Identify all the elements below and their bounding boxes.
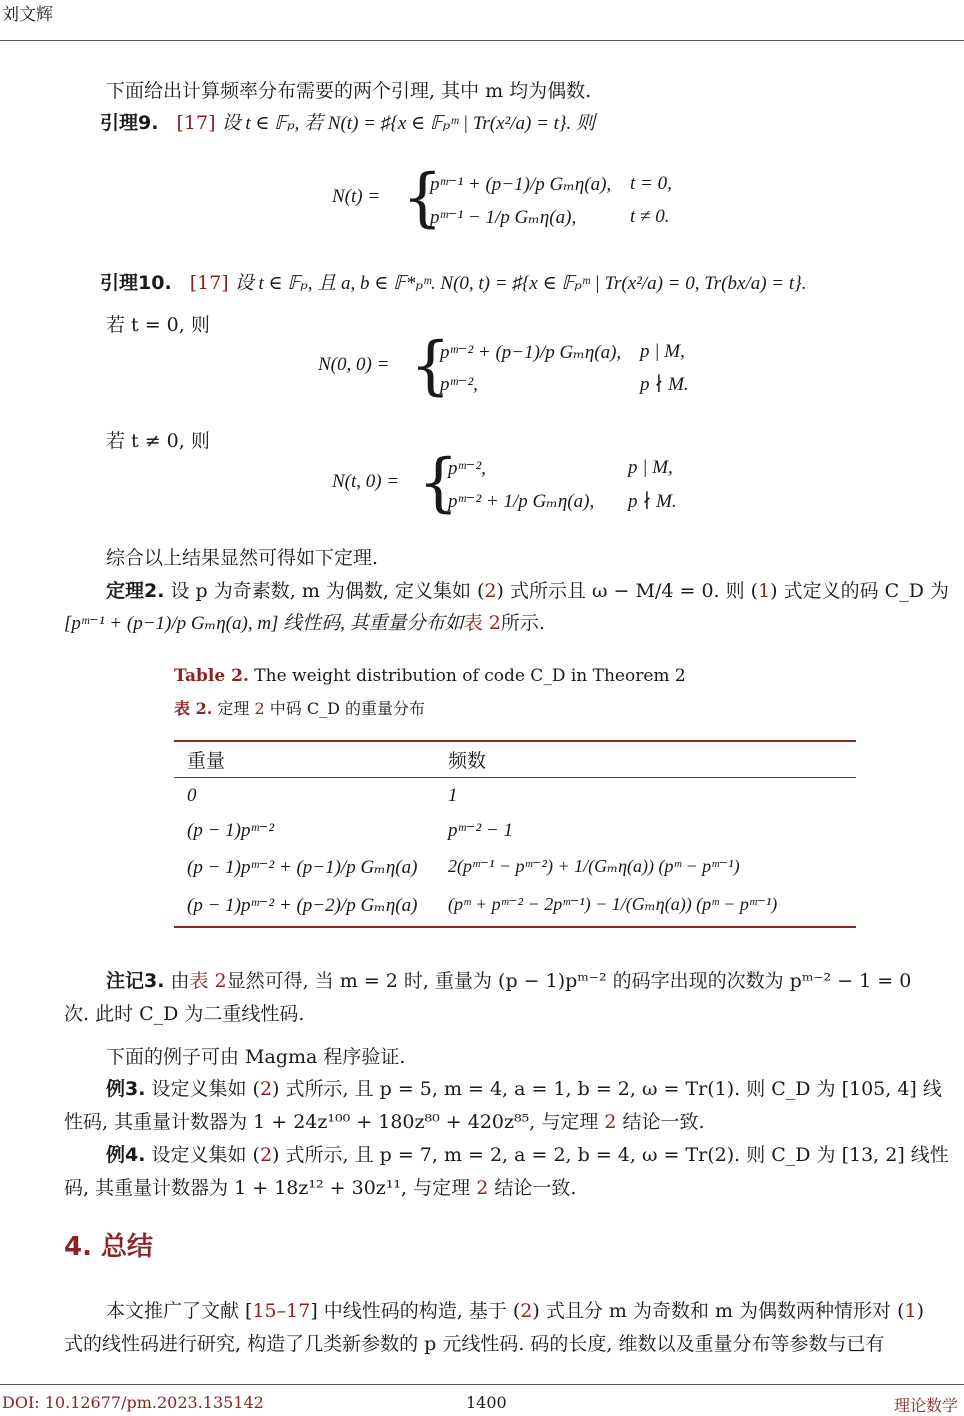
lemma-10-lhs-nonzero: N(t, 0) = bbox=[332, 471, 400, 492]
example-4-text-a: 设定义集如 ( bbox=[151, 1144, 260, 1166]
table-caption-en-text: The weight distribution of code C_D in Theorem 2 bbox=[254, 666, 686, 686]
footer-rule bbox=[0, 1384, 964, 1385]
footer-journal: 理论数学 bbox=[894, 1396, 959, 1415]
case-t-nonzero-intro: 若 t ≠ 0, 则 bbox=[106, 430, 210, 452]
example-3 bbox=[106, 1074, 942, 1101]
lemma-9-case2: pᵐ⁻¹ − 1/p Gₘη(a), bbox=[430, 207, 577, 228]
example-3-theorem-ref[interactable]: 2 bbox=[604, 1111, 617, 1133]
lemma-9-case1: pᵐ⁻¹ + (p−1)/p Gₘη(a), bbox=[430, 174, 612, 195]
theorem-2-text-a: 设 p 为奇素数, m 为偶数, 定义集如 ( bbox=[170, 580, 485, 602]
table-caption-zh-text-b: 中码 C_D 的重量分布 bbox=[269, 699, 426, 718]
example-4-text-c: 码, 其重量计数器为 1 + 18z¹² + 30z¹¹, 与定理 bbox=[64, 1177, 471, 1199]
lemma-9-text: 设 t ∈ 𝔽ₚ, 若 N(t) = ♯{x ∈ 𝔽ₚᵐ | Tr(x²/a) = t}. 则 bbox=[221, 113, 596, 134]
lemma-10-zero-cond2: p ∤ M. bbox=[640, 374, 689, 395]
example-4-equation-ref[interactable]: 2 bbox=[259, 1144, 273, 1166]
theorem-2-text-b: ) 式所示且 ω − M/4 = 0. 则 ( bbox=[496, 580, 759, 602]
lemma-10-nonzero-case2: pᵐ⁻² + 1/p Gₘη(a), bbox=[448, 491, 595, 512]
table-ref-2[interactable]: 表 2 bbox=[463, 612, 501, 634]
example-4-text-b: ) 式所示, 且 p = 7, m = 2, a = 2, b = 4, ω = Tr(2). 则 C_D 为 [13, 2] 线性 bbox=[272, 1144, 949, 1166]
theorem-2-text-c: ) 式定义的码 C_D 为 bbox=[770, 580, 949, 602]
example-3-text-b: ) 式所示, 且 p = 5, m = 4, a = 1, b = 2, ω = Tr(1). 则 C_D 为 [105, 4] 线 bbox=[272, 1078, 942, 1100]
conclusion-equation-ref-2[interactable]: 2 bbox=[520, 1300, 533, 1322]
lemma-9-cond1: t = 0, bbox=[630, 173, 672, 194]
example-4 bbox=[106, 1140, 949, 1167]
theorem-2-text-e: 所示. bbox=[500, 612, 545, 634]
example-3-equation-ref[interactable]: 2 bbox=[259, 1078, 273, 1100]
remark-3-table-ref[interactable]: 表 2 bbox=[189, 970, 227, 992]
table-caption-zh-label: 表 2. bbox=[174, 699, 213, 718]
lemma-9-cond2: t ≠ 0. bbox=[630, 206, 670, 227]
lemma-10-brace-nonzero: { bbox=[418, 446, 459, 520]
table-row-2-weight: (p − 1)pᵐ⁻² bbox=[187, 820, 275, 841]
theorem-2 bbox=[106, 576, 949, 603]
conclusion-paragraph bbox=[106, 1296, 924, 1323]
remark-3-text-b: 显然可得, 当 m = 2 时, 重量为 (p − 1)pᵐ⁻² 的码字出现的次数为 pᵐ⁻² − 1 = 0 bbox=[226, 970, 912, 992]
example-3-text-d: 结论一致. bbox=[622, 1111, 705, 1133]
section-4-heading: 4. 总结 bbox=[64, 1232, 154, 1262]
theorem-2-line2 bbox=[64, 608, 545, 635]
theorem-2-text-d: [pᵐ⁻¹ + (p−1)/p Gₘη(a), m] 线性码, 其重量分布如 bbox=[64, 613, 464, 634]
lemma-10-text: 设 t ∈ 𝔽ₚ, 且 a, b ∈ 𝔽*ₚᵐ. N(0, t) = ♯{x ∈ 𝔽ₚᵐ | Tr(x²/a) = 0, Tr(bx/a) = t}. bbox=[234, 273, 807, 294]
lemma-9-label: 引理9. bbox=[100, 112, 159, 134]
lemma-10-nonzero-cond2: p ∤ M. bbox=[628, 491, 677, 512]
conclusion-line2: 式的线性码进行研究, 构造了几类新参数的 p 元线性码. 码的长度, 维数以及重量分布等参数与已有 bbox=[64, 1333, 885, 1355]
table-row-3-frequency: 2(pᵐ⁻¹ − pᵐ⁻²) + 1/(Gₘη(a)) (pᵐ − pᵐ⁻¹) bbox=[448, 856, 740, 876]
lemma-9-brace: { bbox=[402, 161, 443, 235]
example-4-theorem-ref[interactable]: 2 bbox=[476, 1177, 489, 1199]
example-3-text-a: 设定义集如 ( bbox=[151, 1078, 260, 1100]
table-row-1-frequency: 1 bbox=[448, 785, 458, 806]
remark-3-line2: 次. 此时 C_D 为二重线性码. bbox=[64, 1003, 305, 1025]
table-caption-en-label: Table 2. bbox=[174, 666, 249, 686]
table-row-4-weight: (p − 1)pᵐ⁻² + (p−2)/p Gₘη(a) bbox=[187, 895, 418, 916]
lemma-9 bbox=[100, 108, 595, 135]
lemma-9-citation[interactable]: [17] bbox=[176, 112, 216, 134]
lemma-10-citation[interactable]: [17] bbox=[189, 272, 229, 294]
table-row-1-weight: 0 bbox=[187, 785, 197, 806]
footer-page-number: 1400 bbox=[466, 1393, 507, 1412]
example-4-label: 例4. bbox=[106, 1144, 146, 1166]
example-3-label: 例3. bbox=[106, 1078, 146, 1100]
equation-ref-1[interactable]: 1 bbox=[758, 580, 771, 602]
lemma-10-nonzero-cond1: p | M, bbox=[628, 457, 673, 478]
lemma-10-zero-case2: pᵐ⁻², bbox=[440, 374, 478, 395]
conclusion-citation[interactable]: 15–17 bbox=[252, 1300, 311, 1322]
remark-3-text-a: 由 bbox=[170, 970, 190, 992]
equation-ref-2[interactable]: 2 bbox=[484, 580, 497, 602]
remark-3 bbox=[106, 966, 911, 993]
remark-3-label: 注记3. bbox=[106, 970, 165, 992]
lemma-10-nonzero-case1: pᵐ⁻², bbox=[448, 458, 486, 479]
magma-sentence: 下面的例子可由 Magma 程序验证. bbox=[106, 1046, 406, 1068]
table-header-rule bbox=[174, 777, 856, 778]
conclusion-text-b: ] 中线性码的构造, 基于 ( bbox=[310, 1300, 521, 1322]
footer-doi[interactable]: DOI: 10.12677/pm.2023.135142 bbox=[2, 1393, 264, 1412]
lemma-10 bbox=[100, 268, 806, 295]
lemma-10-brace-zero: { bbox=[410, 329, 451, 403]
example-3-line2 bbox=[64, 1107, 705, 1134]
example-4-line2 bbox=[64, 1173, 576, 1200]
table-row-4-frequency: (pᵐ + pᵐ⁻² − 2pᵐ⁻¹) − 1/(Gₘη(a)) (pᵐ − pᵐ⁻¹) bbox=[448, 894, 778, 914]
lemma-10-label: 引理10. bbox=[100, 272, 172, 294]
lemma-9-lhs: N(t) = bbox=[332, 186, 381, 207]
table-caption-zh bbox=[174, 696, 425, 719]
table-row-2-frequency: pᵐ⁻² − 1 bbox=[448, 820, 513, 841]
table-header-frequency: 频数 bbox=[448, 750, 487, 772]
theorem-2-label: 定理2. bbox=[106, 580, 165, 602]
lemma-10-zero-cond1: p | M, bbox=[640, 341, 685, 362]
header-rule bbox=[0, 40, 964, 41]
summary-sentence: 综合以上结果显然可得如下定理. bbox=[106, 547, 379, 569]
lemma-10-lhs-zero: N(0, 0) = bbox=[318, 354, 390, 375]
conclusion-equation-ref-1[interactable]: 1 bbox=[904, 1300, 917, 1322]
table-row-3-weight: (p − 1)pᵐ⁻² + (p−1)/p Gₘη(a) bbox=[187, 857, 418, 878]
example-4-text-d: 结论一致. bbox=[494, 1177, 577, 1199]
table-header-weight: 重量 bbox=[187, 750, 226, 772]
case-t-zero-intro: 若 t = 0, 则 bbox=[106, 314, 210, 336]
table-caption-zh-text-a: 定理 bbox=[217, 699, 250, 718]
example-3-text-c: 性码, 其重量计数器为 1 + 24z¹⁰⁰ + 180z⁸⁰ + 420z⁸⁵, 与定理 bbox=[64, 1111, 599, 1133]
conclusion-text-c: ) 式且分 m 为奇数和 m 为偶数两种情形对 ( bbox=[532, 1300, 905, 1322]
table-caption-en bbox=[174, 666, 686, 686]
running-header-author: 刘文辉 bbox=[2, 5, 53, 25]
table-caption-zh-ref[interactable]: 2 bbox=[254, 699, 265, 718]
conclusion-text-d: ) bbox=[916, 1300, 925, 1322]
intro-paragraph: 下面给出计算频率分布需要的两个引理, 其中 m 均为偶数. bbox=[106, 80, 592, 102]
table-bottom-rule bbox=[174, 926, 856, 928]
table-top-rule bbox=[174, 740, 856, 742]
conclusion-text-a: 本文推广了文献 [ bbox=[106, 1300, 253, 1322]
lemma-10-zero-case1: pᵐ⁻² + (p−1)/p Gₘη(a), bbox=[440, 342, 622, 363]
